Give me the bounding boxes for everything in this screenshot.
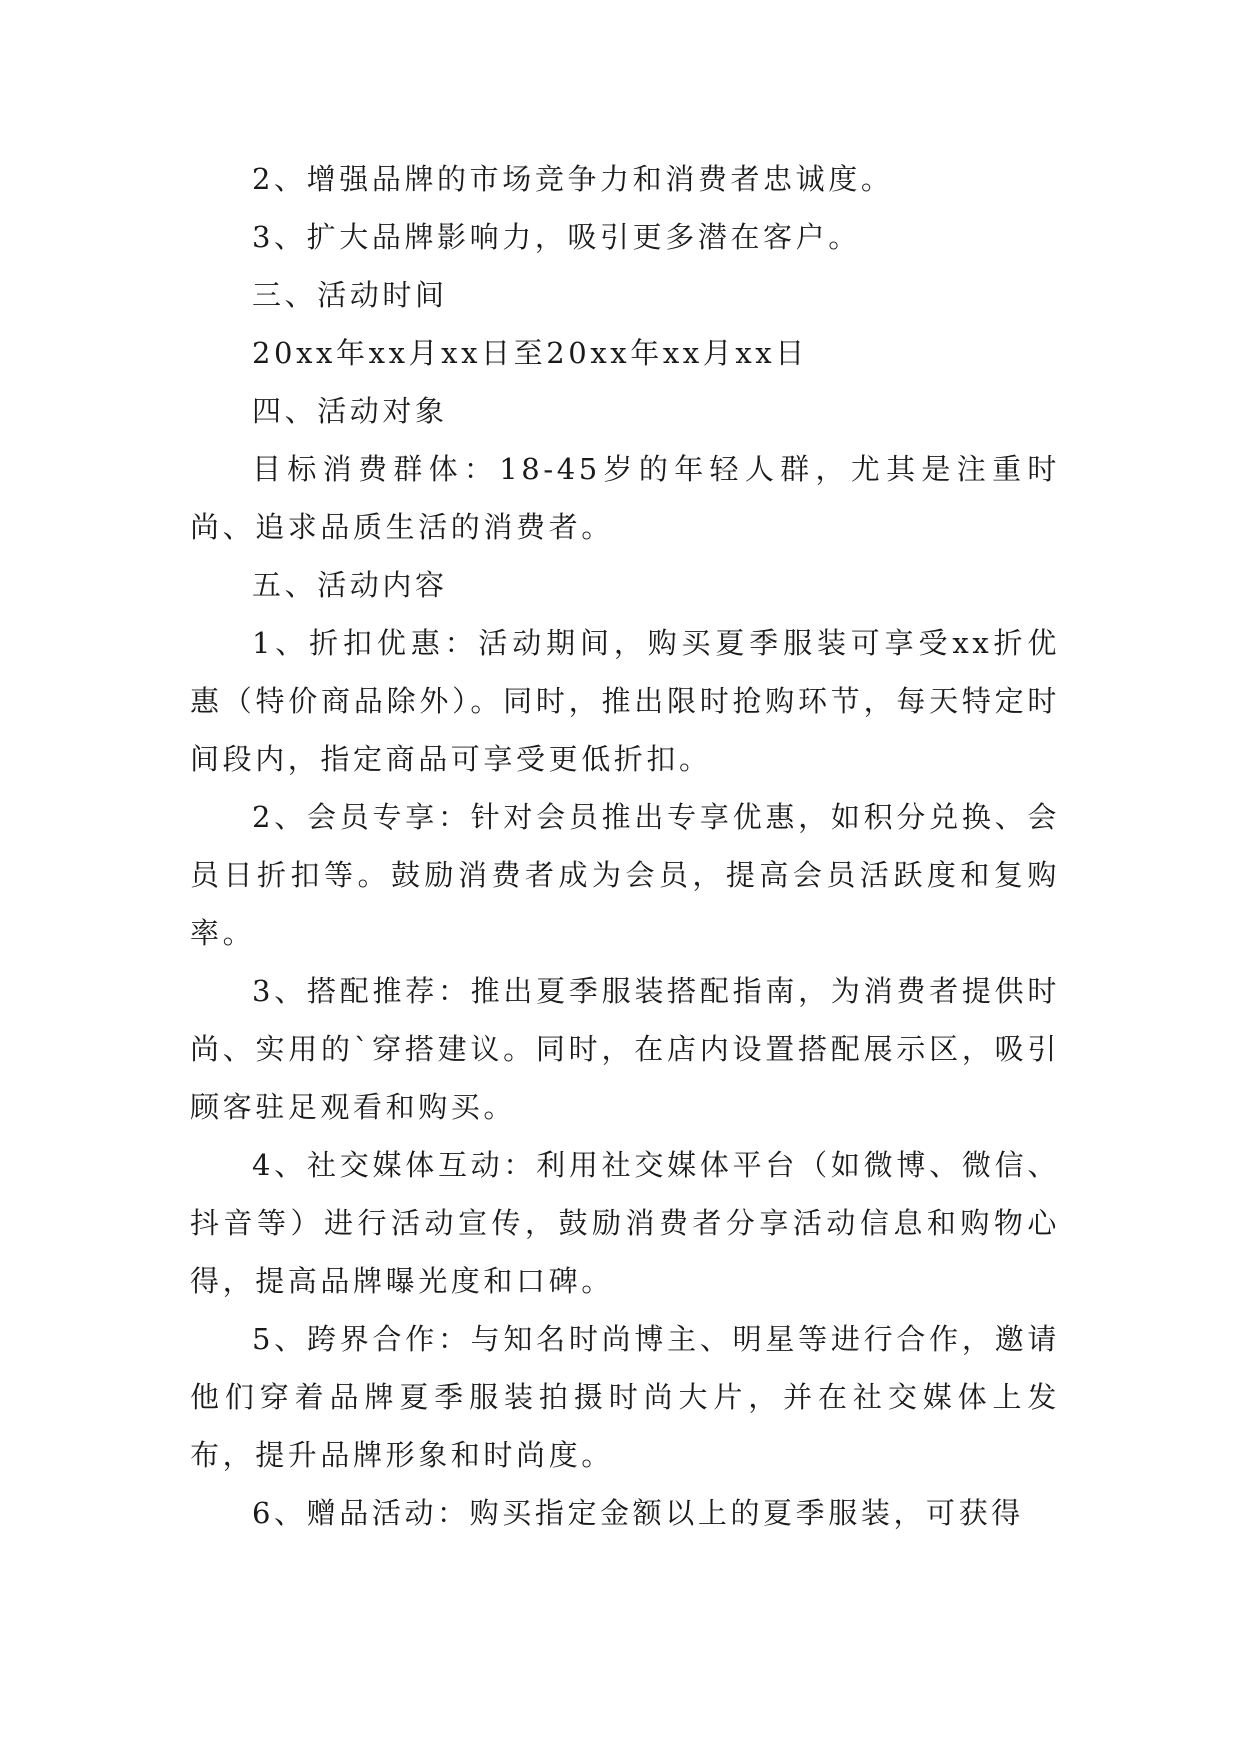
heading-activity-time: 三、活动时间 [252, 278, 448, 312]
heading-activity-target: 四、活动对象 [252, 394, 448, 428]
paragraph-crossover: 5、跨界合作：与知名时尚博主、明星等进行合作，邀请他们穿着品牌夏季服装拍摄时尚大片，并在社交媒体上发布，提升品牌形象和时尚度。 [190, 1322, 1060, 1472]
paragraph-goal-3: 3、扩大品牌影响力，吸引更多潜在客户。 [252, 220, 861, 254]
heading-activity-content: 五、活动内容 [252, 568, 448, 602]
document-body [190, 150, 1060, 1542]
paragraph-goal-2: 2、增强品牌的市场竞争力和消费者忠诚度。 [252, 162, 894, 196]
paragraph-activity-dates: 20xx年xx月xx日至20xx年xx月xx日 [252, 336, 808, 370]
paragraph-social-media: 4、社交媒体互动：利用社交媒体平台（如微博、微信、抖音等）进行活动宣传，鼓励消费者分享活动信息和购物心得，提高品牌曝光度和口碑。 [190, 1148, 1060, 1298]
paragraph-discount: 1、折扣优惠：活动期间，购买夏季服装可享受xx折优惠（特价商品除外）。同时，推出限时抢购环节，每天特定时间段内，指定商品可享受更低折扣。 [190, 626, 1060, 776]
paragraph-member: 2、会员专享：针对会员推出专享优惠，如积分兑换、会员日折扣等。鼓励消费者成为会员，提高会员活跃度和复购率。 [190, 800, 1060, 950]
paragraph-styling: 3、搭配推荐：推出夏季服装搭配指南，为消费者提供时尚、实用的`穿搭建议。同时，在店内设置搭配展示区，吸引顾客驻足观看和购买。 [190, 974, 1060, 1124]
paragraph-gifts: 6、赠品活动：购买指定金额以上的夏季服装，可获得 [252, 1496, 1024, 1530]
paragraph-target-audience: 目标消费群体：18-45岁的年轻人群，尤其是注重时尚、追求品质生活的消费者。 [190, 452, 1060, 544]
